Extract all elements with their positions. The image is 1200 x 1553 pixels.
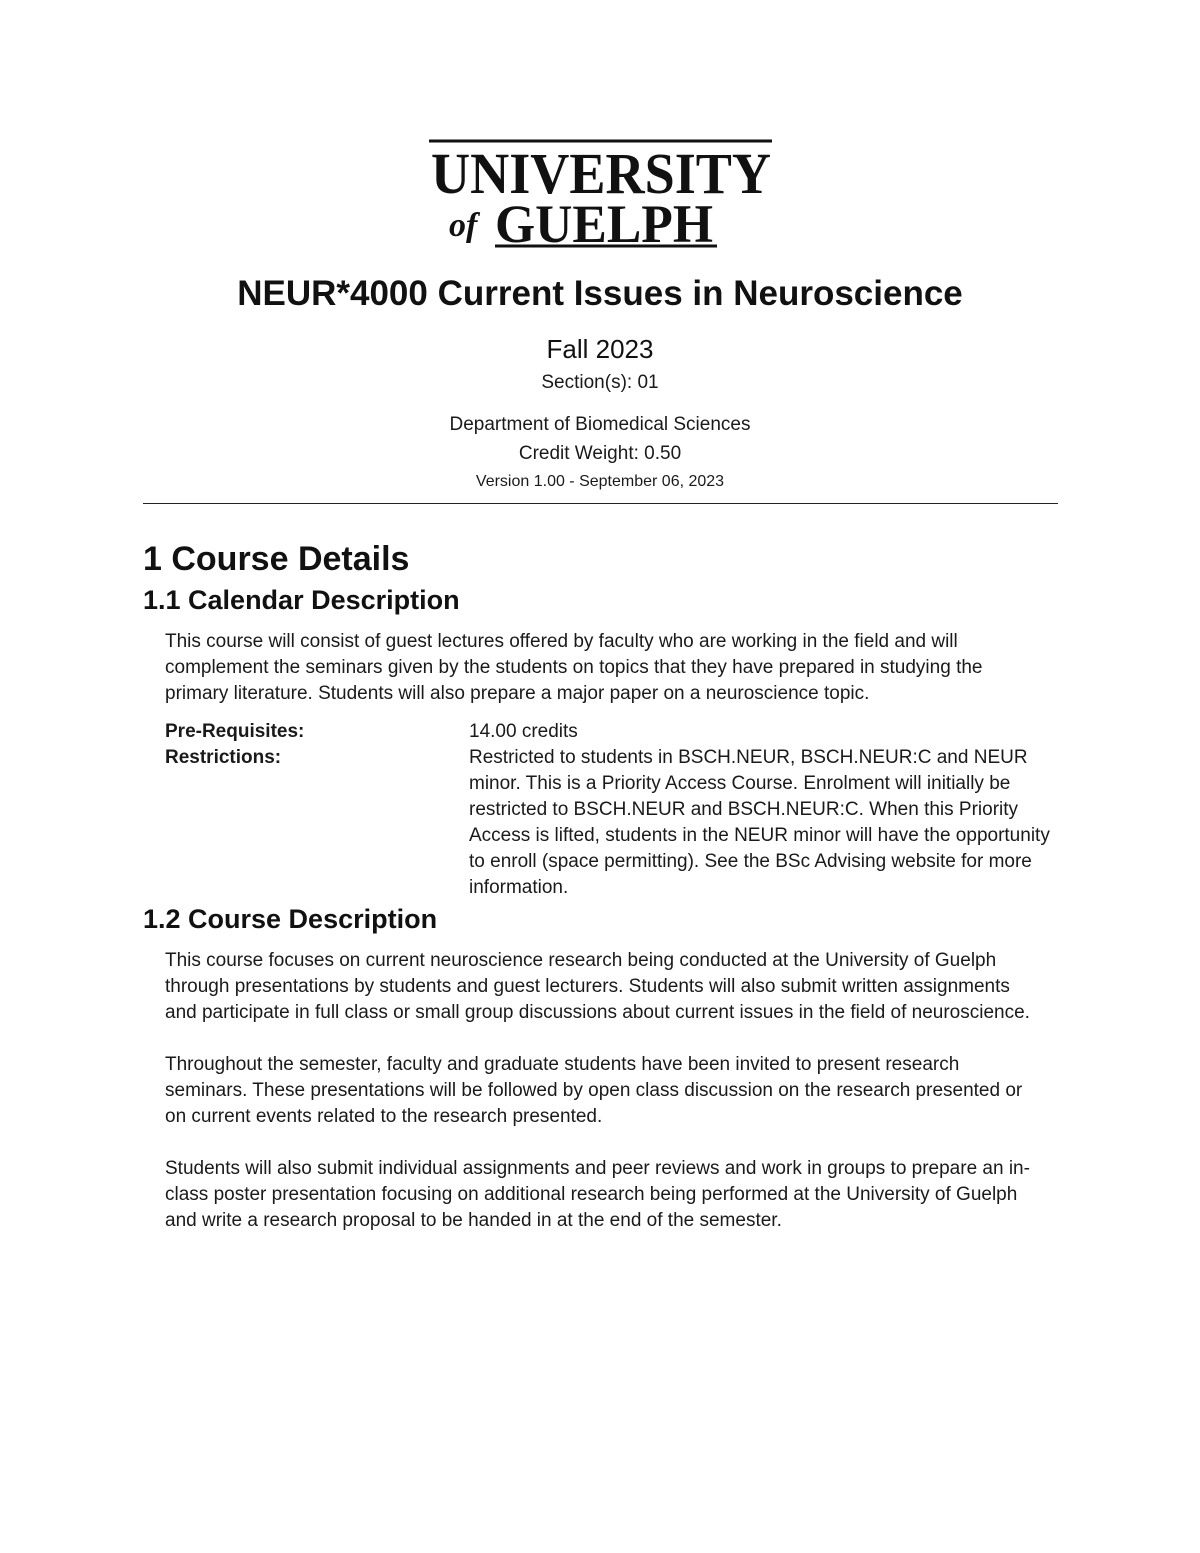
section-heading-course-details: 1 Course Details bbox=[143, 540, 410, 578]
university-logo bbox=[427, 138, 777, 250]
requirements-table bbox=[143, 719, 1058, 901]
credit-weight: Credit Weight: 0.50 bbox=[518, 443, 682, 464]
calendar-description: This course will consist of guest lectures offered by faculty who are working in the field and will complement the seminars given by the students on topics that they have prepared in studying the primary literature. Students will also prepare a major paper on a neuroscience topic. bbox=[165, 631, 983, 704]
prerequisites-row bbox=[165, 719, 1058, 745]
course-description-paragraph: This course focuses on current neuroscience research being conducted at the University of Guelph through presentations by students and guest lecturers. Students will also submit written assignments and participate in full class or small group discussions about current issues in the field of neuroscience. bbox=[165, 950, 1030, 1023]
course-description-paragraph: Students will also submit individual assignments and peer reviews and work in groups to prepare an in-class poster presentation focusing on additional research being performed at the University of Guelph and write a research proposal to be handed in at the end of the semester. bbox=[165, 1158, 1030, 1231]
subsection-heading-calendar: 1.1 Calendar Description bbox=[143, 585, 460, 615]
version: Version 1.00 - September 06, 2023 bbox=[475, 473, 725, 490]
logo-of: of bbox=[449, 207, 478, 244]
subsection-heading-course-description: 1.2 Course Description bbox=[143, 904, 438, 934]
title-block bbox=[0, 270, 1200, 493]
course-description-paragraph: Throughout the semester, faculty and graduate students have been invited to present research seminars. These presentations will be followed by open class discussion on the research presented or on current events related to the research presented. bbox=[165, 1054, 1023, 1127]
header-divider bbox=[143, 503, 1058, 504]
restrictions-label: Restrictions: bbox=[165, 747, 282, 768]
restrictions-row bbox=[165, 745, 1058, 901]
course-title: NEUR*4000 Current Issues in Neuroscience bbox=[237, 274, 963, 313]
sections: Section(s): 01 bbox=[541, 372, 659, 393]
logo-line2: GUELPH bbox=[495, 194, 713, 250]
logo-line1: UNIVERSITY bbox=[431, 141, 771, 206]
prerequisites-value: 14.00 credits bbox=[469, 721, 578, 742]
term: Fall 2023 bbox=[546, 334, 654, 364]
department: Department of Biomedical Sciences bbox=[449, 414, 751, 435]
prerequisites-label: Pre-Requisites: bbox=[165, 721, 305, 742]
restrictions-value: Restricted to students in BSCH.NEUR, BSCH.NEUR:C and NEUR minor. This is a Priority Access Course. Enrolment will initially be restricted to BSCH.NEUR and BSCH.NEUR:C. When this Priority Access is lifted, students in the NEUR minor will have the opportunity to enroll (space permitting). See the BSc Advising website for more information. bbox=[469, 747, 1050, 898]
main-content bbox=[143, 536, 1058, 1234]
